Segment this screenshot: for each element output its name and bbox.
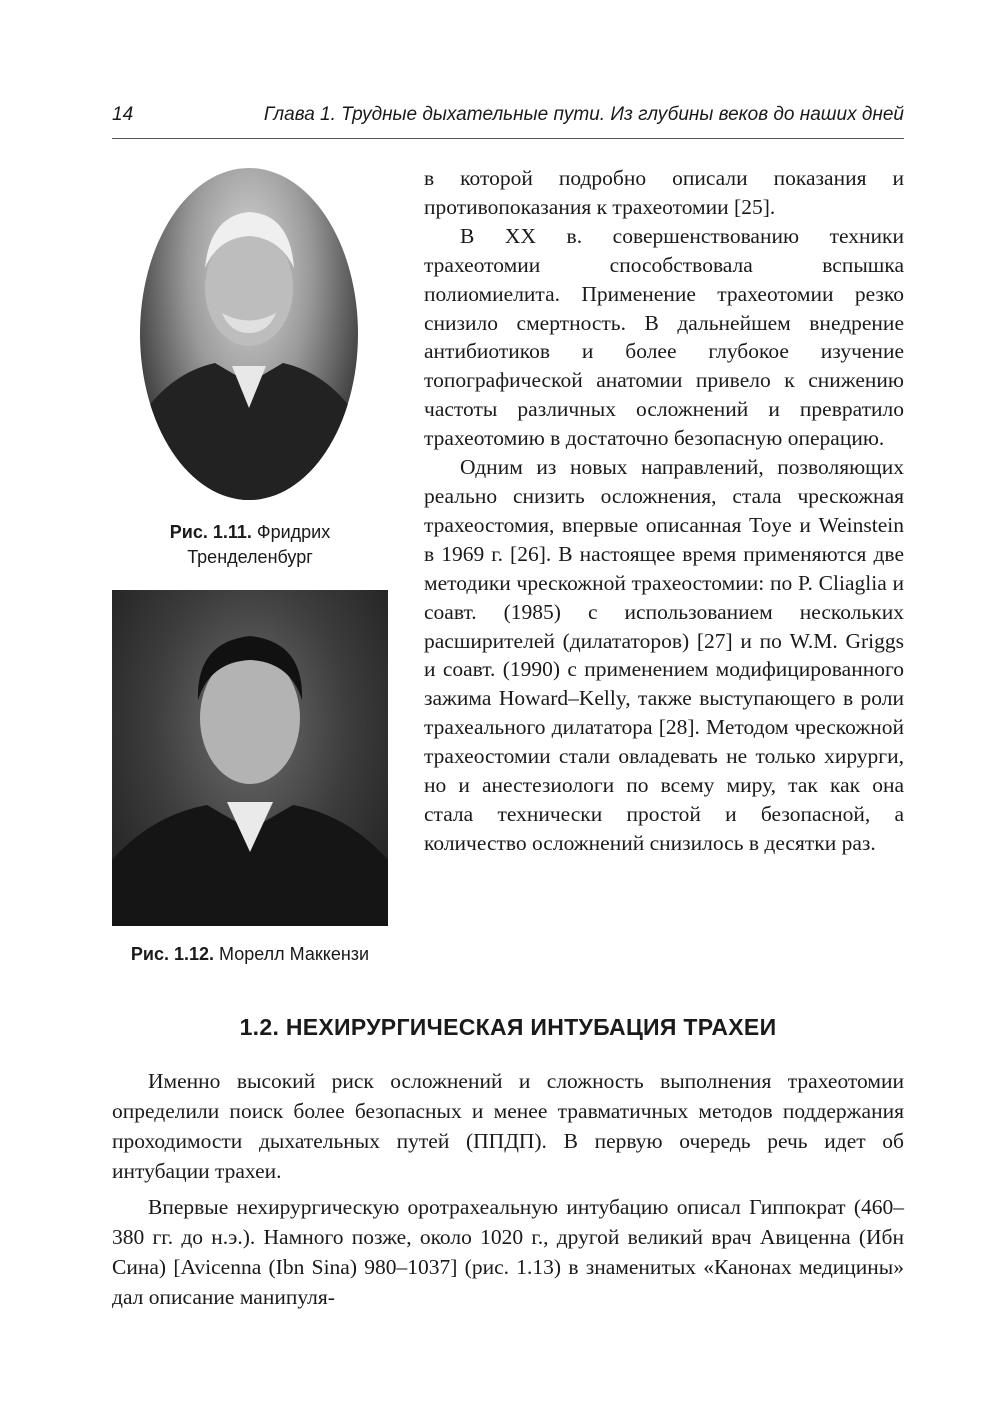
portrait-icon bbox=[112, 590, 388, 926]
paragraph: Именно высокий риск осложнений и сложность выполнения трахеотомии определили поиск более безопасных и менее травматичных методов поддержания проходимости дыхательных путей (ППДП). В первую очередь речь идет об интубации трахеи. bbox=[112, 1069, 904, 1183]
portrait-trendelenburg-photo bbox=[140, 168, 358, 500]
section-heading: 1.2. НЕХИРУРГИЧЕСКАЯ ИНТУБАЦИЯ ТРАХЕИ bbox=[239, 1014, 777, 1040]
right-column-text bbox=[424, 164, 904, 858]
portrait-icon bbox=[140, 168, 358, 500]
figure-caption-1-11 bbox=[150, 520, 350, 570]
header-rule bbox=[112, 138, 904, 139]
figure-label: Рис. 1.11. bbox=[169, 522, 252, 542]
paragraph: Впервые нехирургическую оротрахеальную интубацию описал Гиппократ (460–380 гг. до н.э.). Намного позже, около 1020 г., другой великий врач Авиценна (Ибн Сина) [Avicenna (Ibn Sina) 980–1037] (рис. 1.13) в знаменитых «Канонах медицины» дал описание манипуля- bbox=[112, 1195, 904, 1309]
figure-label: Рис. 1.12. bbox=[130, 944, 215, 964]
chapter-title: Глава 1. Трудные дыхательные пути. Из глубины веков до наших дней bbox=[263, 104, 904, 125]
figure-caption-text: Фридрих Тренделенбург bbox=[187, 522, 331, 567]
page-number: 14 bbox=[112, 104, 134, 125]
portrait-mackenzie-photo bbox=[112, 590, 388, 926]
figure-caption-1-12 bbox=[112, 942, 388, 967]
paragraph: в которой подробно описали показания и противопоказания к трахеотомии [25]. bbox=[424, 166, 904, 219]
paragraph: Одним из новых направлений, позволяющих реально снизить осложнения, стала чрескожная трахеостомия, впервые описанная Toye и Weinstein в 1969 г. [26]. В настоящее время применяются две методики чрескожной трахеостомии: по P. Cliaglia и соавт. (1985) с использованием нескольких расширителей (дилататоров) [27] и по W.M. Griggs и соавт. (1990) с применением модифицированного зажима Howard–Kelly, также выступающего в роли трахеального дилататора [28]. Методом чрескожной трахеостомии стали овладевать не только хирурги, но и анестезиологи по всему миру, так как она стала технически простой и безопасной, а количество осложнений снизилось в десятки раз. bbox=[424, 455, 904, 855]
body-text bbox=[112, 1066, 904, 1318]
figure-caption-text: Морелл Маккензи bbox=[219, 944, 370, 964]
paragraph: В XX в. совершенствованию техники трахеотомии способствовала вспышка полиомиелита. Применение трахеотомии резко снизило смертность. В дальнейшем внедрение антибиотиков и более глубокое изучение топографической анатомии привело к снижению частоты различных осложнений и превратило трахеотомию в достаточно безопасную операцию. bbox=[424, 223, 904, 451]
running-header bbox=[112, 98, 904, 132]
